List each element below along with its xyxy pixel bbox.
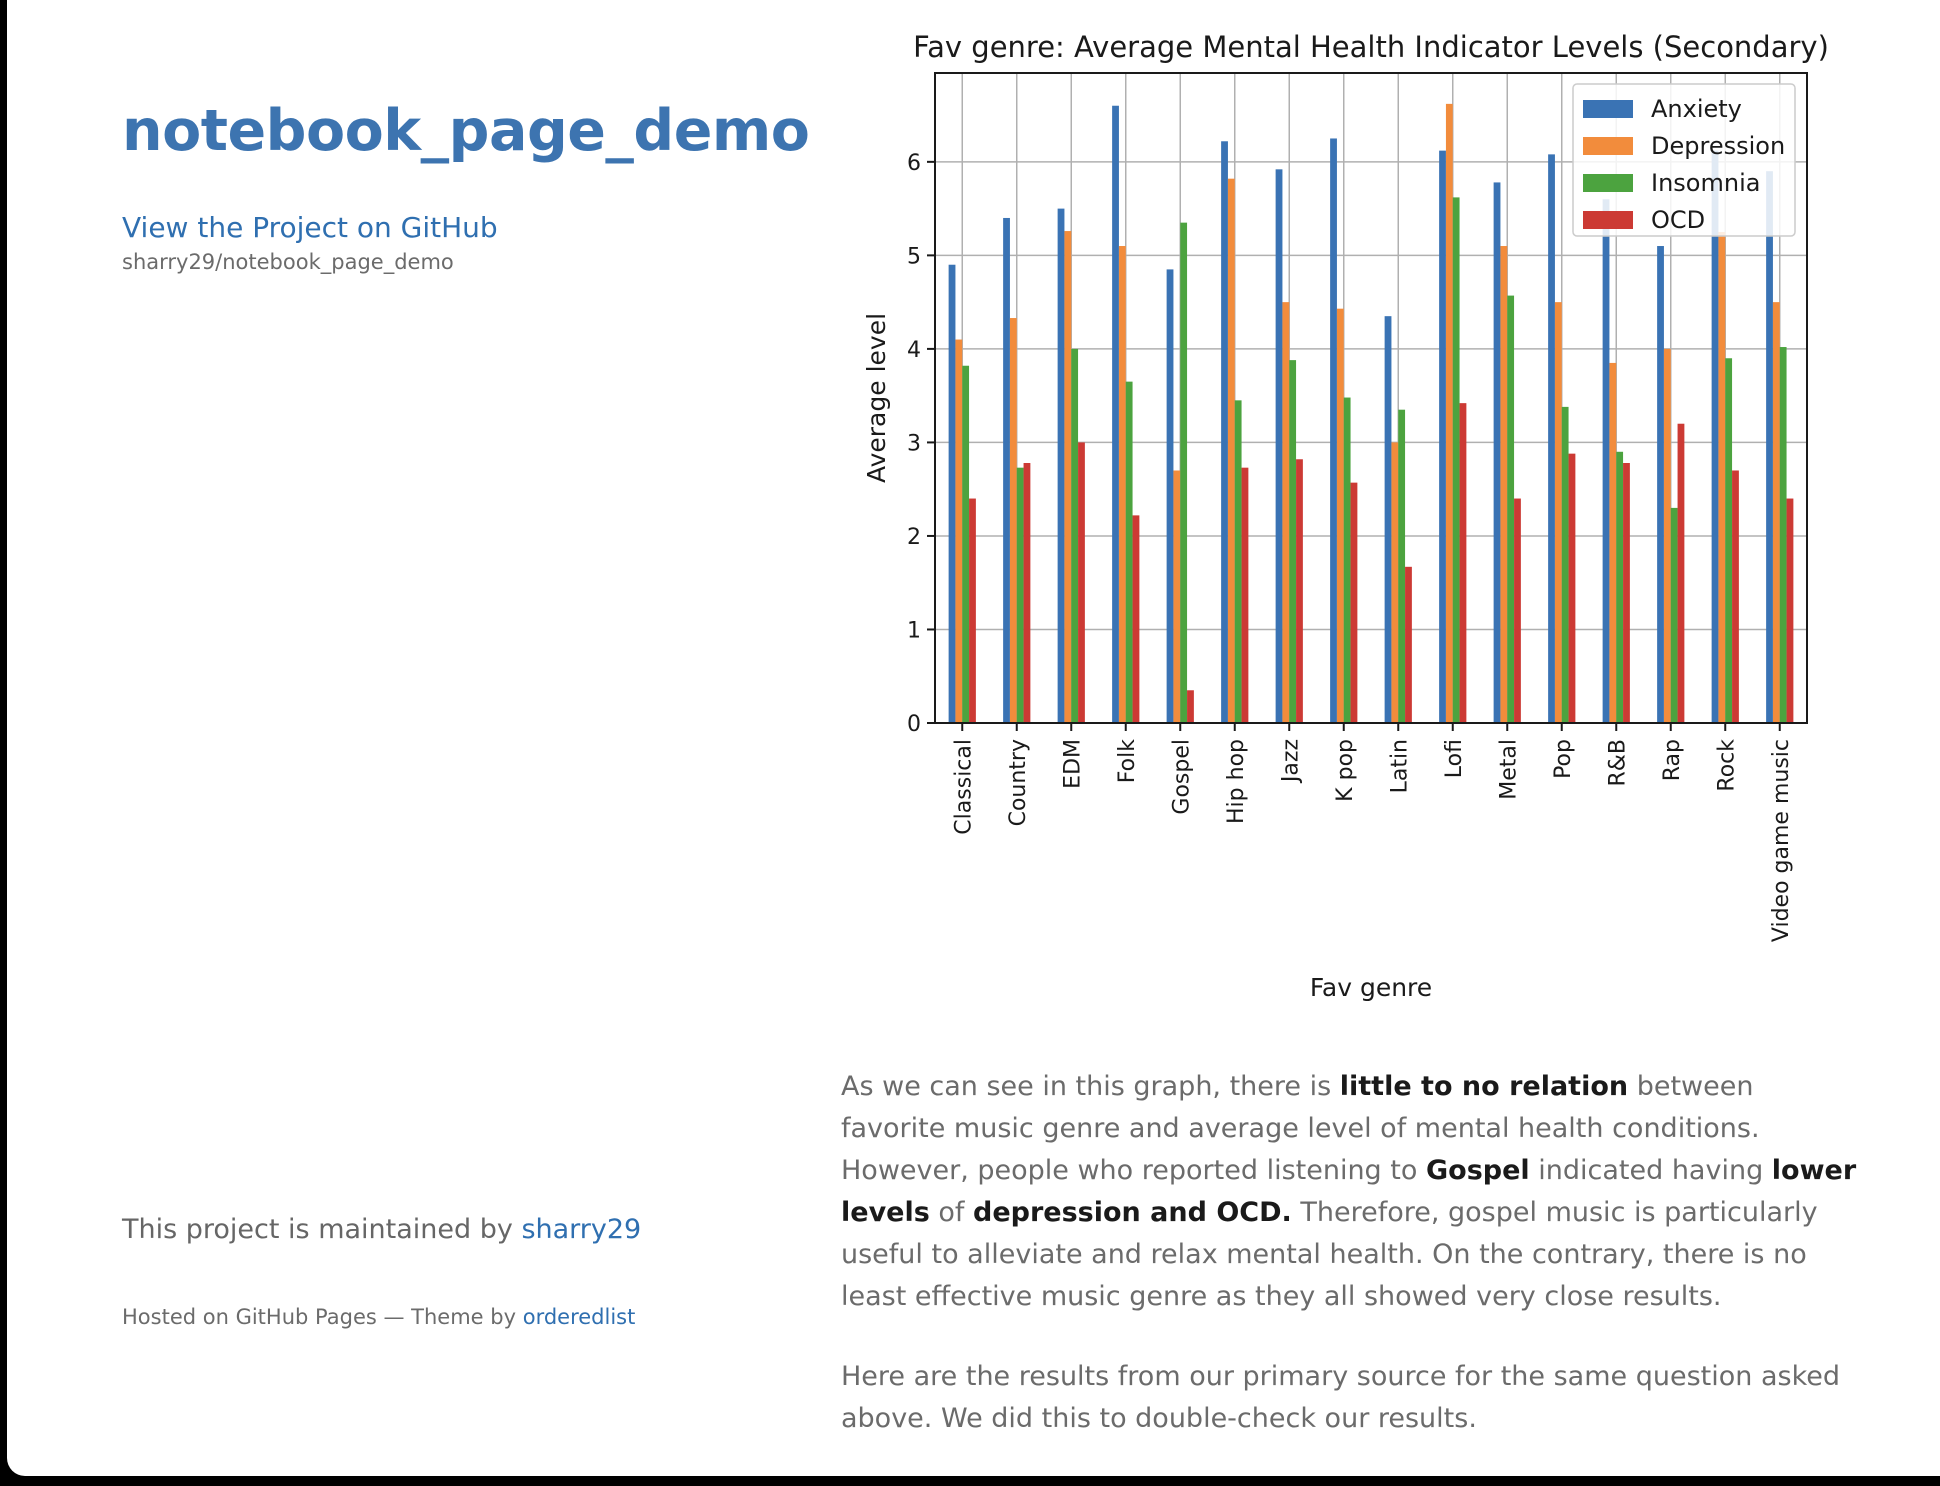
x-tick-label: Country [1005,739,1031,827]
bold-run: little to no relation [1339,1071,1629,1102]
bar-ocd [1569,454,1576,723]
bar-ocd [1242,468,1249,723]
x-tick-label: Hip hop [1223,739,1249,824]
bar-ocd [1078,442,1085,723]
legend-swatch-anxiety [1583,100,1633,118]
legend-label: Anxiety [1651,95,1742,123]
x-tick-label: Latin [1387,739,1413,794]
y-tick-label: 4 [907,337,921,363]
bold-run: lower levels [841,1155,1857,1228]
y-tick-label: 6 [907,150,921,176]
bold-run: Gospel [1425,1155,1530,1186]
bar-insomnia [962,366,969,723]
bar-depression [1064,231,1071,723]
chart-title: Fav genre: Average Mental Health Indicator Levels (Secondary) [913,30,1829,64]
y-tick-label: 5 [907,244,921,270]
bar-ocd [1460,403,1467,723]
bar-insomnia [1180,223,1187,723]
hosted-prefix: Hosted on GitHub Pages — Theme by [122,1305,517,1329]
x-tick-label: Folk [1114,739,1140,784]
bar-depression [1609,363,1616,723]
bar-chart [847,22,1847,1012]
text-run: indicated having [1529,1155,1772,1186]
legend-swatch-ocd [1583,211,1633,229]
theme-author-link[interactable]: orderedlist [522,1305,636,1329]
bar-anxiety [1385,316,1392,723]
bar-insomnia [1725,358,1732,723]
analysis-paragraph [841,1066,1861,1318]
view-project-github-link[interactable]: View the Project on GitHub [122,210,498,244]
bar-insomnia [1126,382,1133,723]
bar-anxiety [1766,171,1773,723]
main-content [841,1066,1861,1476]
bar-ocd [1133,515,1140,723]
x-tick-label: Classical [951,739,977,835]
bar-depression [955,340,962,723]
maintainer-prefix: This project is maintained by [122,1214,513,1245]
bold-run: depression and OCD. [973,1197,1292,1228]
bar-anxiety [1603,199,1610,723]
bar-depression [1773,302,1780,723]
bar-anxiety [1167,269,1174,723]
bar-insomnia [1780,347,1787,723]
bar-insomnia [1344,398,1351,723]
y-tick-label: 3 [907,431,921,457]
repo-name: sharry29/notebook_page_demo [122,249,454,274]
bar-insomnia [1453,197,1460,723]
bar-ocd [1787,499,1794,723]
y-tick-label: 1 [907,618,921,644]
x-tick-label: R&B [1605,739,1631,787]
bar-depression [1010,318,1017,723]
x-tick-label: Rap [1659,739,1685,782]
text-run: As we can see in this graph, there is [841,1071,1340,1102]
bar-anxiety [1058,209,1065,723]
x-tick-label: Rock [1714,739,1740,792]
legend-label: OCD [1651,206,1706,234]
legend-swatch-insomnia [1583,174,1633,192]
bar-ocd [1623,463,1630,723]
bar-ocd [969,499,976,723]
bar-ocd [1351,483,1358,723]
page [7,0,1940,1476]
bar-depression [1446,104,1453,723]
bar-anxiety [1548,154,1555,723]
maintainer-note [122,1214,641,1245]
sidebar [122,98,810,274]
bar-insomnia [1235,400,1242,723]
legend-label: Depression [1651,132,1786,160]
bar-ocd [1405,567,1412,723]
bar-ocd [1732,470,1739,723]
hosted-note [122,1305,635,1329]
bar-insomnia [1289,360,1296,723]
legend-label: Insomnia [1651,169,1761,197]
bar-anxiety [949,265,956,723]
text-run: Therefore, gospel music is particularly useful to alleviate and relax mental health. On the contrary, there is no least effective music genre as they all showed very close results. [841,1197,1818,1312]
bar-anxiety [1439,151,1446,723]
text-run: of [929,1197,974,1228]
bar-insomnia [1398,410,1405,723]
bar-anxiety [1494,182,1501,723]
x-tick-label: Pop [1550,739,1576,779]
bar-depression [1555,302,1562,723]
bar-ocd [1296,459,1303,723]
x-tick-label: Jazz [1278,739,1304,783]
bar-insomnia [1071,349,1078,723]
y-tick-label: 2 [907,524,921,550]
y-axis-label: Average level [862,312,891,484]
chart-container [847,22,1847,1012]
bar-insomnia [1562,407,1569,723]
legend-swatch-depression [1583,137,1633,155]
bar-depression [1718,232,1725,723]
bar-depression [1228,179,1235,723]
text-run: between favorite music genre and average level of mental health conditions. However, people who reported listening to [841,1071,1760,1186]
bar-ocd [1024,463,1031,723]
bar-ocd [1514,499,1521,723]
primary-source-paragraph: Here are the results from our primary source for the same question asked above. We did this to double-check our results. [841,1361,1840,1434]
bar-depression [1500,246,1507,723]
bar-depression [1119,246,1126,723]
bar-depression [1664,349,1671,723]
x-tick-label: Metal [1496,739,1522,800]
bar-anxiety [1276,169,1283,723]
bar-ocd [1187,690,1194,723]
x-axis-label: Fav genre [1309,973,1433,1002]
bar-anxiety [1221,141,1228,723]
bar-anxiety [1657,246,1664,723]
bar-insomnia [1017,468,1024,723]
bar-insomnia [1671,508,1678,723]
x-tick-label: Video game music [1768,739,1794,943]
x-tick-label: EDM [1060,739,1086,789]
site-title[interactable]: notebook_page_demo [122,98,810,164]
bar-insomnia [1507,296,1514,723]
bar-depression [1173,470,1180,723]
bar-insomnia [1616,452,1623,723]
bar-depression [1337,309,1344,723]
bar-ocd [1678,424,1685,723]
maintainer-link[interactable]: sharry29 [521,1214,642,1245]
bar-depression [1391,442,1398,723]
bar-anxiety [1330,138,1337,723]
bar-depression [1282,302,1289,723]
x-tick-label: K pop [1332,739,1358,802]
bar-anxiety [1003,218,1010,723]
bar-anxiety [1112,106,1119,723]
x-tick-label: Lofi [1441,739,1467,779]
x-tick-label: Gospel [1169,739,1195,815]
y-tick-label: 0 [907,712,921,737]
